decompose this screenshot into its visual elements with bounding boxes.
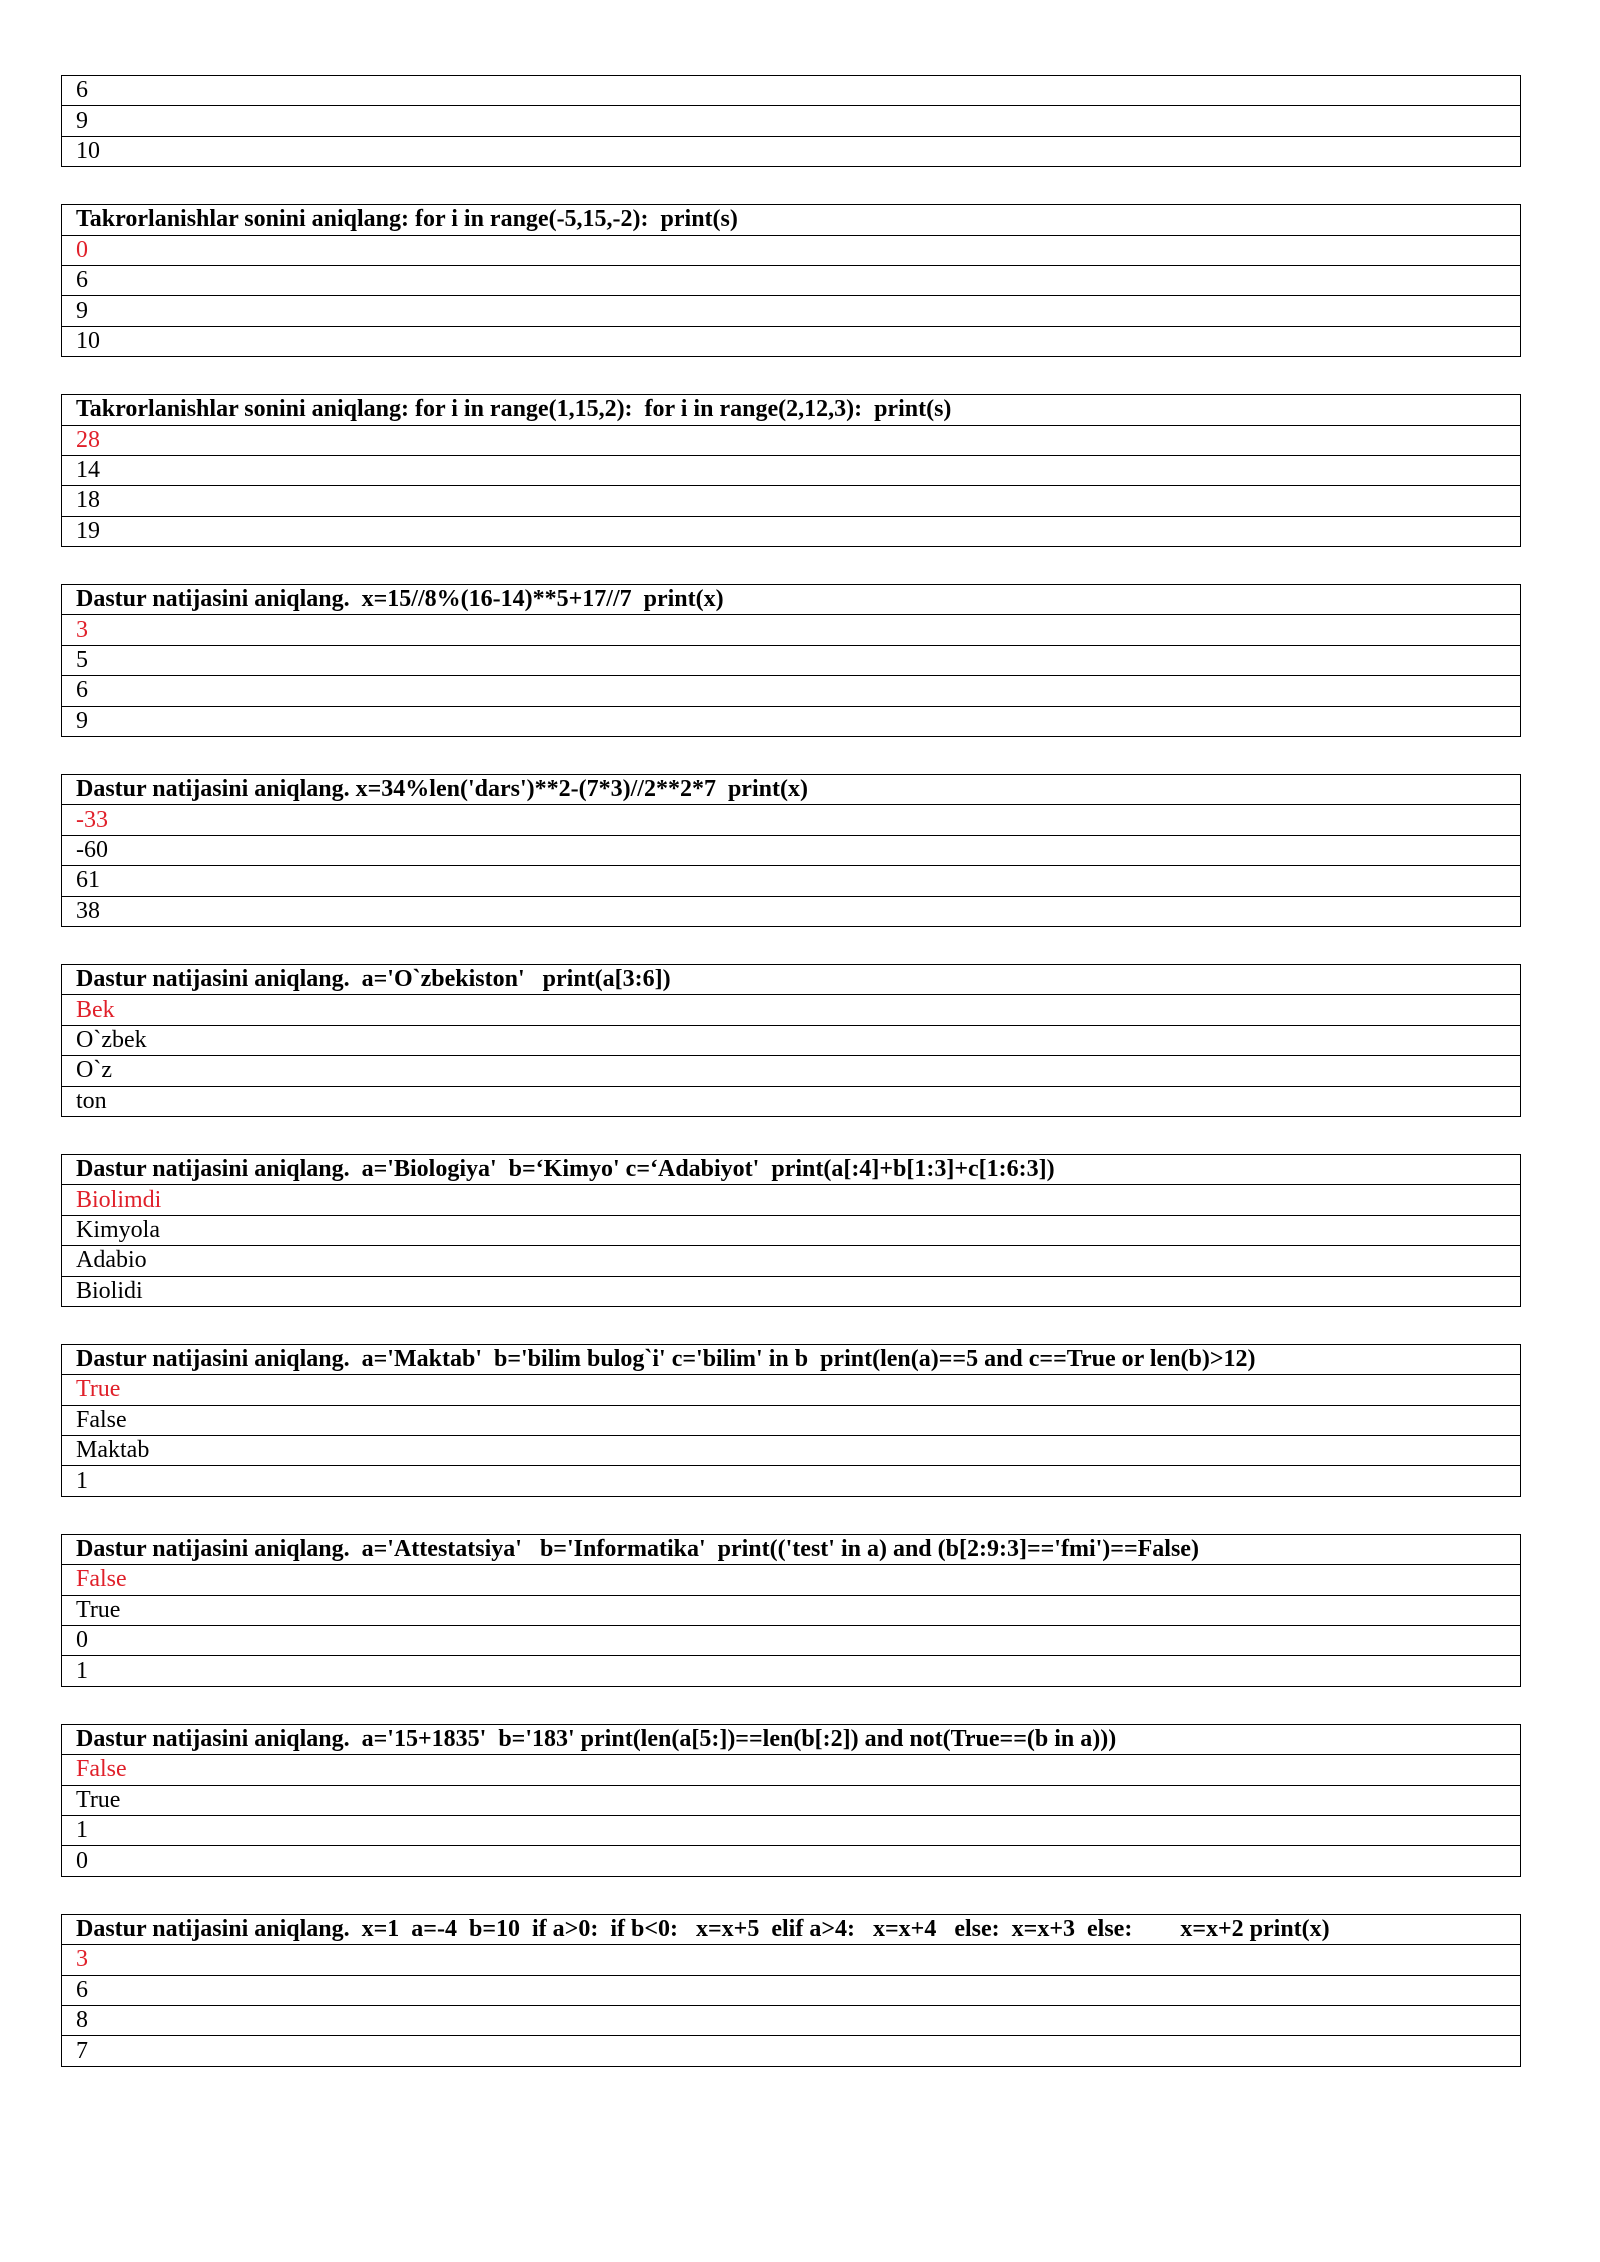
question-text: Dastur natijasini aniqlang. x=15//8%(16-14)**5+17//7 print(x) <box>62 585 1521 615</box>
answer-option: 1 <box>62 1815 1521 1845</box>
question-block <box>61 1344 1521 1497</box>
answer-option: Biolidi <box>62 1276 1521 1306</box>
answer-option: 19 <box>62 516 1521 546</box>
question-block <box>61 774 1521 927</box>
question-block <box>61 204 1521 357</box>
answer-option: 0 <box>62 1846 1521 1876</box>
quiz-page <box>61 75 1521 2067</box>
question-text: Dastur natijasini aniqlang. a='15+1835' b='183' print(len(a[5:])==len(b[:2]) and not(True==(b in a))) <box>62 1724 1521 1754</box>
answer-option: False <box>62 1405 1521 1435</box>
correct-answer: 3 <box>62 1945 1521 1975</box>
answer-option: 9 <box>62 706 1521 736</box>
question-block <box>61 1724 1521 1877</box>
answer-option: 6 <box>62 1975 1521 2005</box>
answer-option: 14 <box>62 455 1521 485</box>
question-block <box>61 1534 1521 1687</box>
answer-option: -60 <box>62 835 1521 865</box>
answer-option: 18 <box>62 486 1521 516</box>
answer-option: 6 <box>62 265 1521 295</box>
answer-option: 0 <box>62 1626 1521 1656</box>
answer-option: 6 <box>62 676 1521 706</box>
answer-option: O`zbek <box>62 1025 1521 1055</box>
correct-answer: False <box>62 1565 1521 1595</box>
question-block <box>61 75 1521 167</box>
question-block <box>61 964 1521 1117</box>
answer-option: 10 <box>62 326 1521 356</box>
answer-option: Maktab <box>62 1436 1521 1466</box>
question-block <box>61 1914 1521 2067</box>
answer-option: 1 <box>62 1466 1521 1496</box>
correct-answer: True <box>62 1375 1521 1405</box>
question-text: Dastur natijasini aniqlang. a='O`zbekiston' print(a[3:6]) <box>62 964 1521 994</box>
question-text: Dastur natijasini aniqlang. x=34%len('dars')**2-(7*3)//2**2*7 print(x) <box>62 775 1521 805</box>
answer-option: ton <box>62 1086 1521 1116</box>
answer-option: 5 <box>62 645 1521 675</box>
answer-option: True <box>62 1595 1521 1625</box>
question-block <box>61 1154 1521 1307</box>
question-text: Takrorlanishlar sonini aniqlang: for i in range(-5,15,-2): print(s) <box>62 205 1521 235</box>
answer-option: O`z <box>62 1056 1521 1086</box>
question-text: Dastur natijasini aniqlang. a='Attestatsiya' b='Informatika' print(('test' in a) and (b[2:9:3]=='fmi')==False) <box>62 1534 1521 1564</box>
answer-option: 6 <box>62 76 1521 106</box>
answer-option: 38 <box>62 896 1521 926</box>
correct-answer: Biolimdi <box>62 1185 1521 1215</box>
answer-option: 61 <box>62 866 1521 896</box>
question-block <box>61 394 1521 547</box>
answer-option: 9 <box>62 106 1521 136</box>
correct-answer: 0 <box>62 235 1521 265</box>
answer-option: 10 <box>62 136 1521 166</box>
question-text: Dastur natijasini aniqlang. x=1 a=-4 b=10 if a>0: if b<0: x=x+5 elif a>4: x=x+4 else: x=x+3 else: x=x+2 print(x) <box>62 1914 1521 1944</box>
question-text: Takrorlanishlar sonini aniqlang: for i in range(1,15,2): for i in range(2,12,3): print(s) <box>62 395 1521 425</box>
correct-answer: 28 <box>62 425 1521 455</box>
question-text: Dastur natijasini aniqlang. a='Biologiya' b=‘Kimyo' c=‘Adabiyot' print(a[:4]+b[1:3]+c[1:6:3]) <box>62 1154 1521 1184</box>
answer-option: 1 <box>62 1656 1521 1686</box>
correct-answer: 3 <box>62 615 1521 645</box>
correct-answer: Bek <box>62 995 1521 1025</box>
question-text: Dastur natijasini aniqlang. a='Maktab' b='bilim bulog`i' c='bilim' in b print(len(a)==5 and c==True or len(b)>12) <box>62 1344 1521 1374</box>
answer-option: 8 <box>62 2005 1521 2035</box>
answer-option: 7 <box>62 2036 1521 2066</box>
answer-option: 9 <box>62 296 1521 326</box>
answer-option: Adabio <box>62 1246 1521 1276</box>
correct-answer: False <box>62 1755 1521 1785</box>
answer-option: Kimyola <box>62 1215 1521 1245</box>
correct-answer: -33 <box>62 805 1521 835</box>
question-block <box>61 584 1521 737</box>
answer-option: True <box>62 1785 1521 1815</box>
